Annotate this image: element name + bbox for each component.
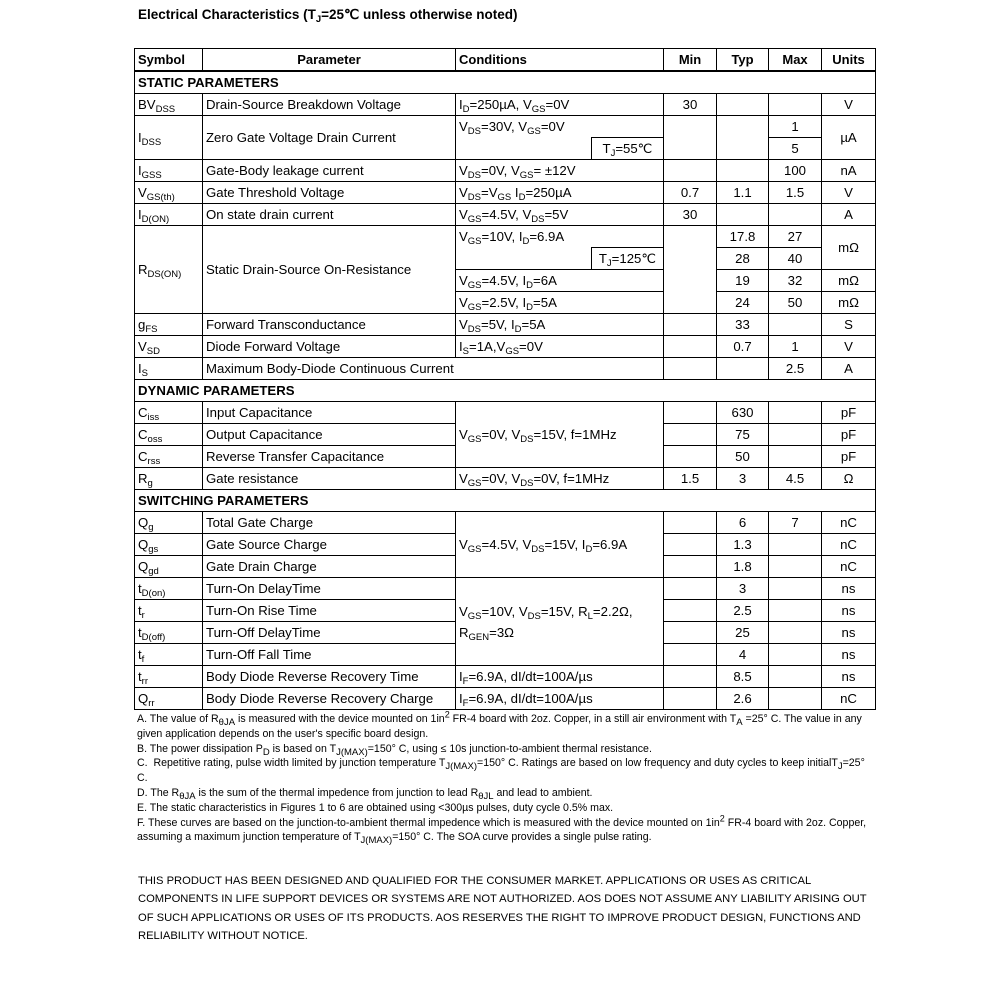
param-tf: Turn-Off Fall Time — [203, 644, 456, 666]
param-tdoff: Turn-Off DelayTime — [203, 622, 456, 644]
table-row: $Q_{gs}$ Gate Source Charge 1.3 nC — [135, 534, 876, 556]
param-gfs: Forward Transconductance — [203, 314, 456, 336]
table-row: $t_{rr}$ Body Diode Reverse Recovery Time $I_F=6.9A$, dI/dt=100A/µs 8.5 ns — [135, 666, 876, 688]
electrical-characteristics-table — [134, 48, 876, 710]
table-row: $t_{D(on)}$ Turn-On DelayTime $V_{GS}=10V$, $V_{DS}=15V$, $R_L=2.2\Omega$, $R_{GEN}=3\Omega$ 3 ns — [135, 578, 876, 600]
table-row: $C_{oss}$ Output Capacitance 75 pF — [135, 424, 876, 446]
param-rdson: Static Drain-Source On-Resistance — [203, 226, 456, 314]
param-tr: Turn-On Rise Time — [203, 600, 456, 622]
param-qgs: Gate Source Charge — [203, 534, 456, 556]
param-is: Maximum Body-Diode Continuous Current — [203, 358, 664, 380]
table-row: $V_{GS(th)}$ Gate Threshold Voltage $V_{DS}=V_{GS}$ $I_D=250\mu A$ 0.7 1.1 1.5 V — [135, 182, 876, 204]
table-row: $I_{GSS}$ Gate-Body leakage current $V_{DS}=0V$, $V_{GS}= \pm 12V$ 100 nA — [135, 160, 876, 182]
param-ciss: Input Capacitance — [203, 402, 456, 424]
table-header-row — [135, 49, 876, 72]
param-tdon: Turn-On DelayTime — [203, 578, 456, 600]
table-row: $BV_{DSS}$ Drain-Source Breakdown Voltage $I_D=250\mu A$, $V_{GS}=0V$ 30 V — [135, 94, 876, 116]
table-row: $g_{FS}$ Forward Transconductance $V_{DS}=5V$, $I_D=5A$ 33 S — [135, 314, 876, 336]
table-row: $t_r$ Turn-On Rise Time 2.5 ns — [135, 600, 876, 622]
section-switching: SWITCHING PARAMETERS — [135, 490, 876, 512]
param-igss: Gate-Body leakage current — [203, 160, 456, 182]
footnotes — [137, 709, 867, 847]
page-title: Electrical Characteristics ($T_J=25℃$ unless otherwise noted) — [138, 7, 518, 25]
table-row: $R_{DS(ON)}$ Static Drain-Source On-Resistance $V_{GS}=10V$, $I_D=6.9A$ 17.8 27 mΩ — [135, 226, 876, 248]
header-typ: Typ — [717, 49, 769, 72]
header-min: Min — [664, 49, 717, 72]
param-crss: Reverse Transfer Capacitance — [203, 446, 456, 468]
param-coss: Output Capacitance — [203, 424, 456, 446]
footnote-f: F. These curves are based on the junction-to-ambient thermal impedence which is measured with the device mounted on $1in^2$ FR-4 board with 2oz. Copper, assuming a maximum junction temperature of $T_{J(MAX)}=150^\circ$ C. The SOA curve provides a single pulse rating. — [137, 813, 867, 847]
header-parameter: Parameter — [203, 49, 456, 72]
footnote-b: B. The power dissipation $P_D$ is based on $T_{J(MAX)}=150^\circ$ C, using ≤ 10s junction-to-ambient thermal resistance. — [137, 742, 652, 758]
param-vgsth: Gate Threshold Voltage — [203, 182, 456, 204]
section-dynamic: DYNAMIC PARAMETERS — [135, 380, 876, 402]
param-idon: On state drain current — [203, 204, 456, 226]
table-row: $I_{DSS}$ Zero Gate Voltage Drain Current $V_{DS}=30V$, $V_{GS}=0V$ 1 µA — [135, 116, 876, 138]
table-row: $I_S$ Maximum Body-Diode Continuous Current 2.5 A — [135, 358, 876, 380]
header-symbol: Symbol — [135, 49, 203, 72]
param-qrr: Body Diode Reverse Recovery Charge — [203, 688, 456, 710]
table-row: $V_{GS}=4.5V$, $I_D=6A$ 19 32 mΩ — [135, 270, 876, 292]
table-row: $t_f$ Turn-Off Fall Time 4 ns — [135, 644, 876, 666]
header-units: Units — [822, 49, 876, 72]
table-row: $Q_g$ Total Gate Charge $V_{GS}=4.5V$, $V_{DS}=15V$, $I_D=6.9A$ 6 7 nC — [135, 512, 876, 534]
param-rg: Gate resistance — [203, 468, 456, 490]
table-row: $t_{D(off)}$ Turn-Off DelayTime 25 ns — [135, 622, 876, 644]
param-bvdss: Drain-Source Breakdown Voltage — [203, 94, 456, 116]
footnote-a: A. The value of $R_{\theta JA}$ is measured with the device mounted on $1in^2$ FR-4 board with 2oz. Copper, in a still air environment with $T_A =25^\circ$ C. The value in any given application depends on the user's specific board design. — [137, 709, 862, 740]
param-trr: Body Diode Reverse Recovery Time — [203, 666, 456, 688]
table-row: $Q_{gd}$ Gate Drain Charge 1.8 nC — [135, 556, 876, 578]
table-row: $V_{SD}$ Diode Forward Voltage $I_S=1A,V_{GS}=0V$ 0.7 1 V — [135, 336, 876, 358]
param-qgd: Gate Drain Charge — [203, 556, 456, 578]
table-row: $T_J=55℃$ 5 — [135, 138, 876, 160]
header-max: Max — [769, 49, 822, 72]
section-static: STATIC PARAMETERS — [135, 71, 876, 94]
param-qg: Total Gate Charge — [203, 512, 456, 534]
footnote-c: C. Repetitive rating, pulse width limited by junction temperature $T_{J(MAX)}=150^\circ$ C. Ratings are based on low frequency and duty cycles to keep initialT$_J$=25° C. — [137, 757, 865, 785]
table-row: $C_{rss}$ Reverse Transfer Capacitance 50 pF — [135, 446, 876, 468]
table-row: $R_g$ Gate resistance $V_{GS}=0V$, $V_{DS}=0V$, f=1MHz 1.5 3 4.5 Ω — [135, 468, 876, 490]
table-row: $I_{D(ON)}$ On state drain current $V_{GS}=4.5V$, $V_{DS}=5V$ 30 A — [135, 204, 876, 226]
table-row: $T_J=125℃$ 28 40 — [135, 248, 876, 270]
param-idss: Zero Gate Voltage Drain Current — [203, 116, 456, 160]
footnote-e: E. The static characteristics in Figures 1 to 6 are obtained using <300µs pulses, duty cycle 0.5% max. — [137, 801, 614, 814]
table-row: $Q_{rr}$ Body Diode Reverse Recovery Charge $I_F=6.9A$, dI/dt=100A/µs 2.6 nC — [135, 688, 876, 710]
param-vsd: Diode Forward Voltage — [203, 336, 456, 358]
disclaimer: THIS PRODUCT HAS BEEN DESIGNED AND QUALIFIED FOR THE CONSUMER MARKET. APPLICATIONS OR USES AS CRITICAL COMPONENTS IN LIFE SUPPORT DEVICES OR SYSTEMS ARE NOT AUTHORIZED. AOS DOES NOT ASSUME ANY LIABILITY ARISING OUT OF SUCH APPLICATIONS OR USES OF ITS PRODUCTS. AOS RESERVES THE RIGHT TO IMPROVE PRODUCT DESIGN, FUNCTIONS AND RELIABILITY WITHOUT NOTICE. — [138, 875, 867, 943]
footnote-d: D. The $R_{\theta JA}$ is the sum of the thermal impedence from junction to lead $R_{\theta JL}$ and lead to ambient. — [137, 786, 593, 802]
header-conditions: Conditions — [456, 49, 664, 72]
table-row: $C_{iss}$ Input Capacitance $V_{GS}=0V$, $V_{DS}=15V$, f=1MHz 630 pF — [135, 402, 876, 424]
table-row: $V_{GS}=2.5V$, $I_D=5A$ 24 50 mΩ — [135, 292, 876, 314]
